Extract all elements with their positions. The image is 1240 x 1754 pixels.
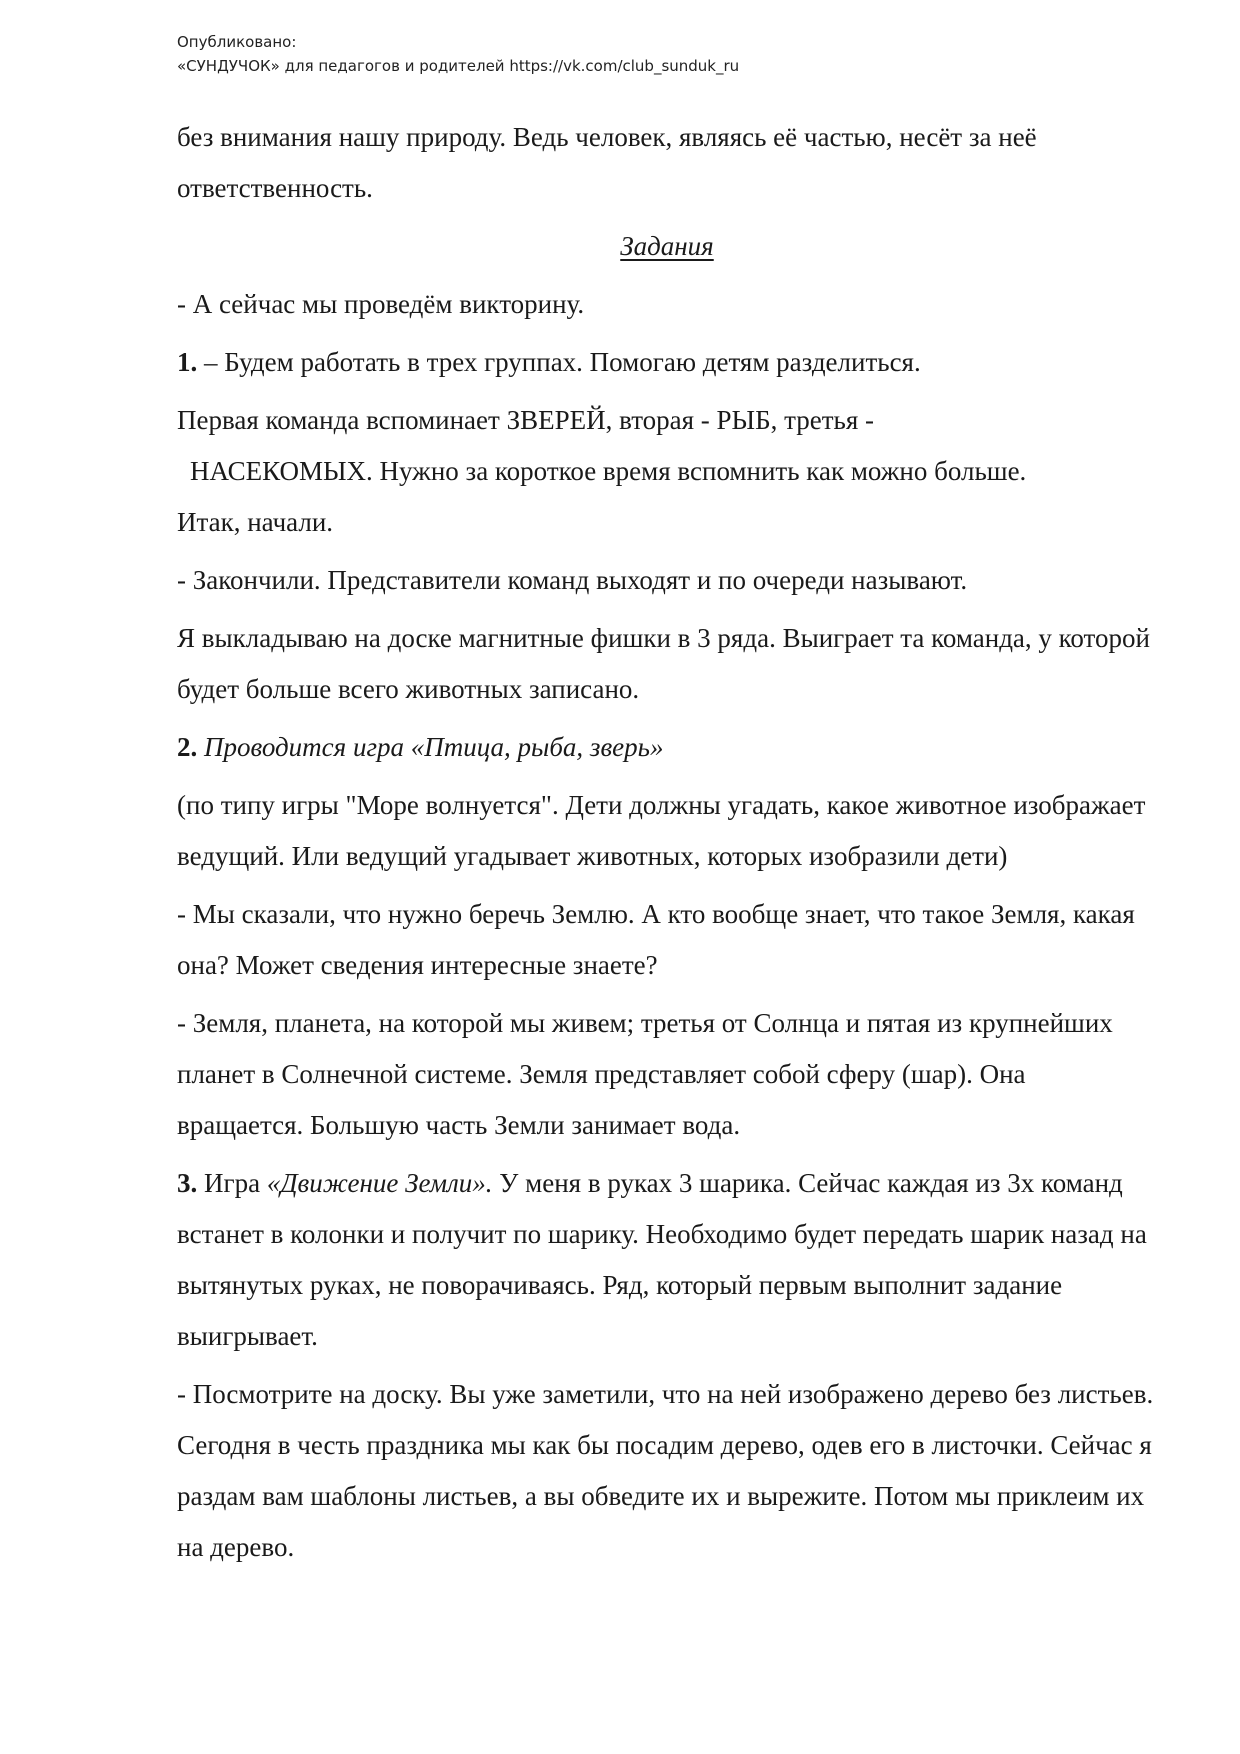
published-label: Опубликовано: (177, 33, 297, 51)
paragraph-earth-question: - Мы сказали, что нужно беречь Землю. А кто вообще знает, что такое Земля, какая она? Может сведения интересные знаете? (177, 899, 1135, 980)
publisher-line: «СУНДУЧОК» для педагогов и родителей https://vk.com/club_sunduk_ru (177, 57, 740, 75)
task-3-lead: Игра (197, 1168, 267, 1198)
task-2-title: Проводится игра «Птица, рыба, зверь» (197, 732, 664, 762)
task-3-text: У меня в руках 3 шарика. Сейчас каждая из 3х команд встанет в колонки и получит по шарику. Необходимо будет передать шарик назад на вытянутых руках, не поворачиваясь. Ряд, который первым выполнит задание выигрывает. (177, 1168, 1147, 1351)
task-number-3: 3. (177, 1168, 198, 1198)
paragraph-quiz-intro: - А сейчас мы проведём викторину. (177, 289, 585, 319)
paragraph-task-1 (177, 337, 1157, 388)
paragraph-earth-answer: - Земля, планета, на которой мы живем; третья от Солнца и пятая из крупнейших планет в Солнечной системе. Земля представляет собой сферу (шар). Она вращается. Большую часть Земли занимает вода. (177, 1008, 1113, 1140)
task-1-text: – Будем работать в трех группах. Помогаю детям разделиться. (197, 347, 921, 377)
publication-header (177, 30, 739, 78)
paragraph-game-description: (по типу игры "Море волнуется". Дети должны угадать, какое животное изображает ведущий. Или ведущий угадывает животных, которых изобразили дети) (177, 790, 1146, 871)
task-number-2: 2. (177, 732, 198, 762)
document-body (177, 112, 1157, 1580)
section-heading: Задания (620, 231, 714, 261)
paragraph-finished: - Закончили. Представители команд выходят и по очереди называют. (177, 565, 968, 595)
paragraph-intro: без внимания нашу природу. Ведь человек, являясь её частью, несёт за неё ответственность. (177, 122, 1037, 203)
teams-line-3: Итак, начали. (177, 507, 334, 537)
paragraph-board-chips: Я выкладываю на доске магнитные фишки в 3 ряда. Выиграет та команда, у которой будет больше всего животных записано. (177, 623, 1150, 704)
task-number-1: 1. (177, 347, 198, 377)
paragraph-tree-leaves: - Посмотрите на доску. Вы уже заметили, что на ней изображено дерево без листьев. Сегодня в честь праздника мы как бы посадим дерево, одев его в листочки. Сейчас я раздам вам шаблоны листьев, а вы обведите их и вырежите. Потом мы приклеим их на дерево. (177, 1379, 1154, 1562)
paragraph-task-2 (177, 722, 1157, 773)
paragraph-teams (177, 395, 1157, 548)
teams-line-2: НАСЕКОМЫХ. Нужно за короткое время вспомнить как можно больше. (190, 456, 1027, 486)
teams-line-1: Первая команда вспоминает ЗВЕРЕЙ, вторая - РЫБ, третья - (177, 405, 874, 435)
task-3-game-title: «Движение Земли». (266, 1168, 493, 1198)
paragraph-task-3 (177, 1158, 1157, 1362)
